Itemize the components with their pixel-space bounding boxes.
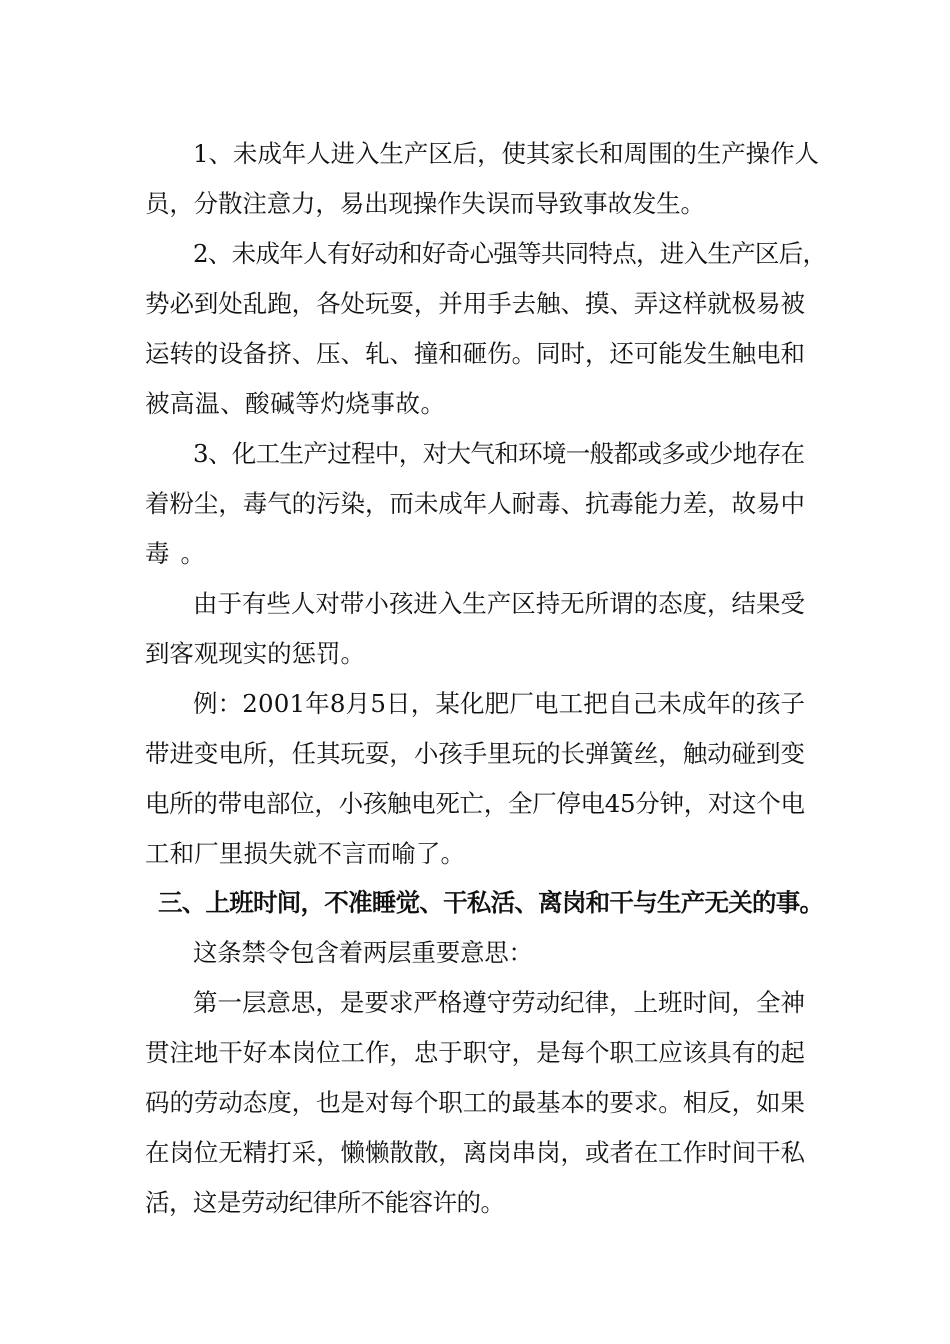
paragraph-line: 这条禁令包含着两层重要意思： [193, 938, 533, 967]
paragraph-line: 势必到处乱跑，各处玩耍，并用手去触、摸、弄这样就极易被 [145, 289, 805, 318]
paragraph-line: 员，分散注意力，易出现操作失误而导致事故发生。 [145, 189, 705, 218]
paragraph-line: 贯注地干好本岗位工作，忠于职守，是每个职工应该具有的起 [145, 1038, 805, 1067]
paragraph-line: 在岗位无精打采，懒懒散散，离岗串岗，或者在工作时间干私 [145, 1138, 805, 1167]
paragraph-line: 由于有些人对带小孩进入生产区持无所谓的态度，结果受 [193, 589, 805, 618]
section-heading: 三、上班时间，不准睡觉、干私活、离岗和干与生产无关的事。 [158, 888, 824, 917]
paragraph-line: 到客观现实的惩罚。 [145, 639, 365, 668]
paragraph-line: 3、化工生产过程中，对大气和环境一般都或多或少地存在 [193, 439, 805, 468]
paragraph-line: 运转的设备挤、压、轧、撞和砸伤。同时，还可能发生触电和 [145, 339, 805, 368]
paragraph-line: 2、未成年人有好动和好奇心强等共同特点，进入生产区后， [193, 239, 827, 268]
paragraph-line: 着粉尘，毒气的污染，而未成年人耐毒、抗毒能力差，故易中 [145, 489, 805, 518]
paragraph-line: 工和厂里损失就不言而喻了。 [145, 839, 466, 868]
paragraph-line: 第一层意思，是要求严格遵守劳动纪律，上班时间，全神 [193, 988, 805, 1017]
paragraph-line: 毒。 [145, 539, 216, 568]
paragraph-line: 被高温、酸碱等灼烧事故。 [145, 389, 446, 418]
paragraph-line: 例：2001年8月5日，某化肥厂电工把自己未成年的孩子 [193, 689, 806, 718]
paragraph-line: 码的劳动态度，也是对每个职工的最基本的要求。相反，如果 [145, 1088, 805, 1117]
paragraph-line: 带进变电所，任其玩耍，小孩手里玩的长弹簧丝，触动碰到变 [145, 739, 805, 768]
paragraph-line: 电所的带电部位，小孩触电死亡，全厂停电45分钟，对这个电 [145, 789, 805, 818]
paragraph-line: 1、未成年人进入生产区后，使其家长和周围的生产操作人 [193, 139, 819, 168]
paragraph-line: 活，这是劳动纪律所不能容许的。 [145, 1188, 505, 1217]
